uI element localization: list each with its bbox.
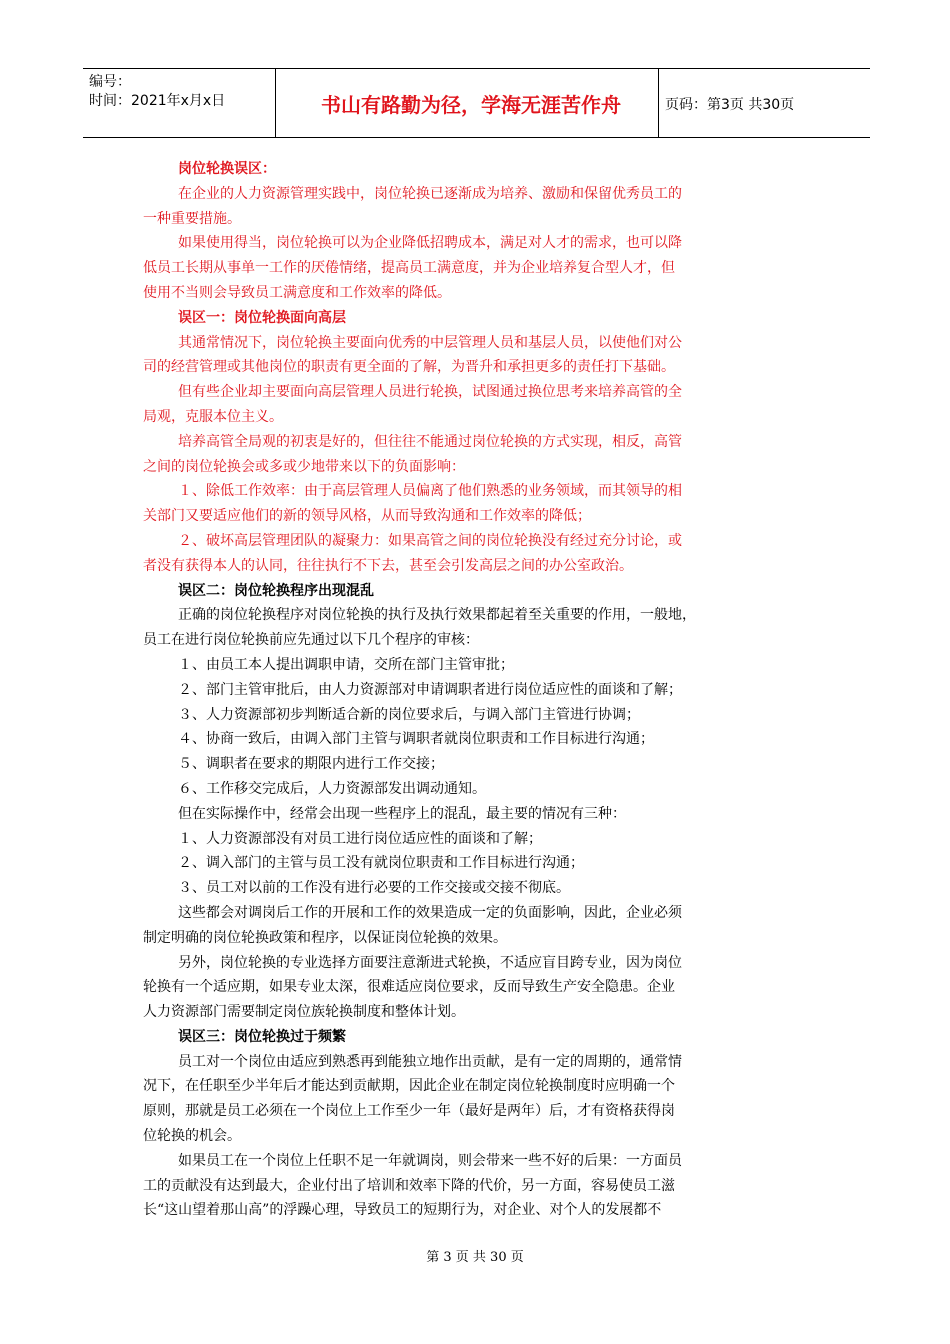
section-heading: 误区三：岗位轮换过于频繁 — [178, 1028, 346, 1045]
paragraph-line: 如果员工在一个岗位上任职不足一年就调岗，则会带来一些不好的后果：一方面员 — [178, 1152, 682, 1169]
paragraph-line: 这些都会对调岗后工作的开展和工作的效果造成一定的负面影响，因此，企业必须 — [178, 904, 682, 921]
paragraph-line: 关部门又要适应他们的新的领导风格，从而导致沟通和工作效率的降低； — [143, 508, 591, 525]
paragraph-line: 但在实际操作中，经常会出现一些程序上的混乱，最主要的情况有三种： — [178, 805, 626, 822]
paragraph-line: 正确的岗位轮换程序对岗位轮换的执行及执行效果都起着至关重要的作用，一般地， — [178, 607, 696, 624]
paragraph-line: 制定明确的岗位轮换政策和程序，以保证岗位轮换的效果。 — [143, 929, 507, 946]
paragraph-line: 者没有获得本人的认同，往往执行不下去，甚至会引发高层之间的办公室政治。 — [143, 557, 633, 574]
paragraph-line: 司的经营管理或其他岗位的职责有更全面的了解，为晋升和承担更多的责任打下基础。 — [143, 359, 675, 376]
paragraph-line: 人力资源部门需要制定岗位族轮换制度和整体计划。 — [143, 1004, 465, 1021]
paragraph-line: 在企业的人力资源管理实践中，岗位轮换已逐渐成为培养、激励和保留优秀员工的 — [178, 185, 682, 202]
paragraph-line: ３、员工对以前的工作没有进行必要的工作交接或交接不彻底。 — [178, 880, 570, 897]
section-heading: 岗位轮换误区： — [178, 161, 276, 177]
header-divider — [275, 69, 276, 137]
paragraph-line: 低员工长期从事单一工作的厌倦情绪，提高员工满意度，并为企业培养复合型人才，但 — [143, 260, 675, 277]
header-page-code: 页码：第3页 共30页 — [665, 97, 795, 113]
paragraph-line: 轮换有一个适应期，如果专业太深，很难适应岗位要求，反而导致生产安全隐患。企业 — [143, 979, 675, 996]
paragraph-line: 培养高管全局观的初衷是好的，但往往不能通过岗位轮换的方式实现，相反，高管 — [178, 433, 682, 450]
paragraph-line: １、由员工本人提出调职申请，交所在部门主管审批； — [178, 656, 514, 673]
paragraph-line: ２、破坏高层管理团队的凝聚力：如果高管之间的岗位轮换没有经过充分讨论，或 — [178, 532, 682, 549]
section-heading: 误区一：岗位轮换面向高层 — [178, 309, 346, 326]
paragraph-line: 原则，那就是员工必须在一个岗位上工作至少一年（最好是两年）后，才有资格获得岗 — [143, 1103, 675, 1120]
paragraph-line: 但有些企业却主要面向高层管理人员进行轮换，试图通过换位思考来培养高管的全 — [178, 384, 682, 401]
paragraph-line: 长“这山望着那山高”的浮躁心理，导致员工的短期行为，对企业、对个人的发展都不 — [143, 1202, 662, 1219]
paragraph-line: 员工在进行岗位轮换前应先通过以下几个程序的审核： — [143, 632, 479, 649]
paragraph-line: 工的贡献没有达到最大，企业付出了培训和效率下降的代价，另一方面，容易使员工滋 — [143, 1177, 675, 1194]
paragraph-line: 一种重要措施。 — [143, 210, 241, 227]
paragraph-line: ２、调入部门的主管与员工没有就岗位职责和工作目标进行沟通； — [178, 855, 584, 872]
paragraph-line: 之间的岗位轮换会或多或少地带来以下的负面影响： — [143, 458, 465, 475]
paragraph-line: ２、部门主管审批后，由人力资源部对申请调职者进行岗位适应性的面谈和了解； — [178, 681, 682, 698]
doc-time-label: 时间：2021年x月x日 — [89, 93, 226, 109]
paragraph-line: 位轮换的机会。 — [143, 1128, 241, 1145]
section-heading: 误区二：岗位轮换程序出现混乱 — [178, 582, 374, 599]
paragraph-line: ５、调职者在要求的期限内进行工作交接； — [178, 756, 444, 773]
header-meta — [89, 73, 225, 111]
paragraph-line: １、人力资源部没有对员工进行岗位适应性的面谈和了解； — [178, 830, 542, 847]
paragraph-line: 另外，岗位轮换的专业选择方面要注意渐进式轮换，不适应盲目跨专业，因为岗位 — [178, 954, 682, 971]
paragraph-line: 如果使用得当，岗位轮换可以为企业降低招聘成本，满足对人才的需求，也可以降 — [178, 235, 682, 252]
header-motto: 书山有路勤为径，学海无涯苦作舟 — [321, 93, 621, 117]
paragraph-line: １、除低工作效率：由于高层管理人员偏离了他们熟悉的业务领域，而其领导的相 — [178, 483, 682, 500]
paragraph-line: 员工对一个岗位由适应到熟悉再到能独立地作出贡献，是有一定的周期的，通常情 — [178, 1053, 682, 1070]
header-divider — [658, 69, 659, 137]
paragraph-line: ３、人力资源部初步判断适合新的岗位要求后，与调入部门主管进行协调； — [178, 706, 640, 723]
document-body — [143, 157, 819, 1223]
paragraph-line: 其通常情况下，岗位轮换主要面向优秀的中层管理人员和基层人员，以使他们对公 — [178, 334, 682, 351]
paragraph-line: ６、工作移交完成后，人力资源部发出调动通知。 — [178, 780, 486, 797]
paragraph-line: 局观，克服本位主义。 — [143, 408, 283, 425]
paragraph-line: 况下，在任职至少半年后才能达到贡献期，因此企业在制定岗位轮换制度时应明确一个 — [143, 1078, 675, 1095]
doc-number-label: 编号： — [89, 74, 131, 90]
paragraph-line: 使用不当则会导致员工满意度和工作效率的降低。 — [143, 284, 451, 301]
page-footer: 第 3 页 共 30 页 — [426, 1250, 524, 1265]
page-header — [83, 68, 870, 138]
paragraph-line: ４、协商一致后，由调入部门主管与调职者就岗位职责和工作目标进行沟通； — [178, 731, 654, 748]
